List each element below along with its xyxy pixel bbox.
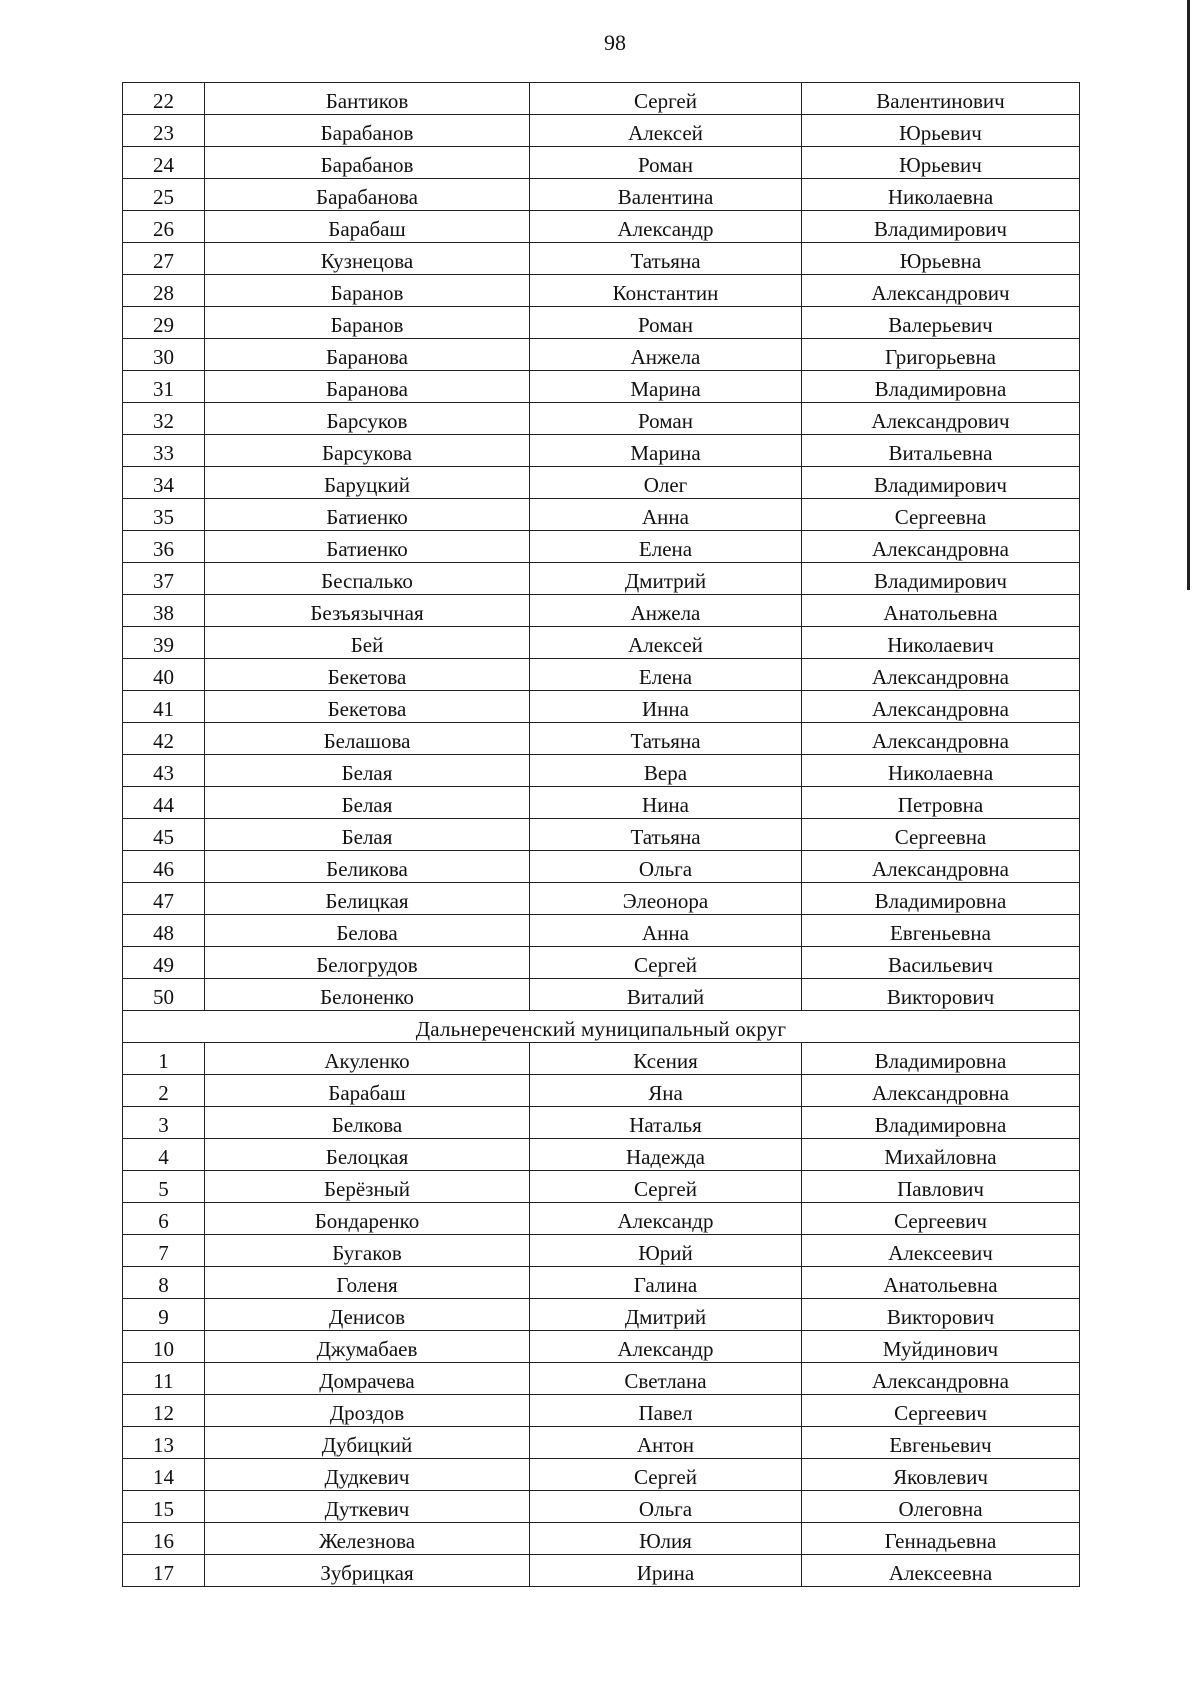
row-number-cell: 38 — [123, 595, 205, 627]
patronymic-cell: Владимирович — [802, 563, 1080, 595]
last-name-cell: Железнова — [205, 1523, 530, 1555]
first-name-cell: Сергей — [530, 947, 802, 979]
patronymic-cell: Александровна — [802, 723, 1080, 755]
row-number-cell: 47 — [123, 883, 205, 915]
first-name-cell: Анжела — [530, 595, 802, 627]
row-number-cell: 37 — [123, 563, 205, 595]
roster-table — [122, 82, 1080, 1587]
first-name-cell: Ольга — [530, 851, 802, 883]
row-number-cell: 30 — [123, 339, 205, 371]
table-row — [123, 1139, 1080, 1171]
patronymic-cell: Александровна — [802, 1363, 1080, 1395]
row-number-cell: 11 — [123, 1363, 205, 1395]
row-number-cell: 50 — [123, 979, 205, 1011]
table-row — [123, 1523, 1080, 1555]
last-name-cell: Голеня — [205, 1267, 530, 1299]
last-name-cell: Белоцкая — [205, 1139, 530, 1171]
first-name-cell: Елена — [530, 659, 802, 691]
row-number-cell: 5 — [123, 1171, 205, 1203]
patronymic-cell: Александровна — [802, 691, 1080, 723]
last-name-cell: Белицкая — [205, 883, 530, 915]
first-name-cell: Дмитрий — [530, 1299, 802, 1331]
patronymic-cell: Муйдинович — [802, 1331, 1080, 1363]
last-name-cell: Дубицкий — [205, 1427, 530, 1459]
first-name-cell: Александр — [530, 1331, 802, 1363]
row-number-cell: 49 — [123, 947, 205, 979]
last-name-cell: Белая — [205, 819, 530, 851]
first-name-cell: Ольга — [530, 1491, 802, 1523]
patronymic-cell: Анатольевна — [802, 1267, 1080, 1299]
first-name-cell: Роман — [530, 307, 802, 339]
table-row — [123, 1043, 1080, 1075]
last-name-cell: Белая — [205, 755, 530, 787]
first-name-cell: Роман — [530, 147, 802, 179]
last-name-cell: Бей — [205, 627, 530, 659]
last-name-cell: Безъязычная — [205, 595, 530, 627]
table-row — [123, 1299, 1080, 1331]
patronymic-cell: Васильевич — [802, 947, 1080, 979]
table-row — [123, 147, 1080, 179]
first-name-cell: Ирина — [530, 1555, 802, 1587]
first-name-cell: Татьяна — [530, 819, 802, 851]
table-row — [123, 563, 1080, 595]
first-name-cell: Константин — [530, 275, 802, 307]
table-row — [123, 947, 1080, 979]
first-name-cell: Надежда — [530, 1139, 802, 1171]
patronymic-cell: Владимирович — [802, 211, 1080, 243]
patronymic-cell: Юрьевна — [802, 243, 1080, 275]
page-number: 98 — [604, 30, 626, 55]
last-name-cell: Домрачева — [205, 1363, 530, 1395]
last-name-cell: Батиенко — [205, 499, 530, 531]
table-row — [123, 275, 1080, 307]
patronymic-cell: Петровна — [802, 787, 1080, 819]
patronymic-cell: Александровна — [802, 659, 1080, 691]
patronymic-cell: Николаевна — [802, 179, 1080, 211]
table-row — [123, 627, 1080, 659]
patronymic-cell: Анатольевна — [802, 595, 1080, 627]
last-name-cell: Барабанов — [205, 147, 530, 179]
patronymic-cell: Алексеевич — [802, 1235, 1080, 1267]
first-name-cell: Олег — [530, 467, 802, 499]
table-row — [123, 403, 1080, 435]
row-number-cell: 3 — [123, 1107, 205, 1139]
patronymic-cell: Николаевич — [802, 627, 1080, 659]
last-name-cell: Берёзный — [205, 1171, 530, 1203]
last-name-cell: Баранова — [205, 371, 530, 403]
first-name-cell: Алексей — [530, 115, 802, 147]
last-name-cell: Белоненко — [205, 979, 530, 1011]
table-row — [123, 1107, 1080, 1139]
row-number-cell: 9 — [123, 1299, 205, 1331]
table-row — [123, 659, 1080, 691]
table-row — [123, 211, 1080, 243]
table-row — [123, 83, 1080, 115]
patronymic-cell: Владимирович — [802, 467, 1080, 499]
patronymic-cell: Владимировна — [802, 1107, 1080, 1139]
row-number-cell: 45 — [123, 819, 205, 851]
patronymic-cell: Юрьевич — [802, 147, 1080, 179]
last-name-cell: Бекетова — [205, 691, 530, 723]
row-number-cell: 42 — [123, 723, 205, 755]
first-name-cell: Светлана — [530, 1363, 802, 1395]
table-row — [123, 1075, 1080, 1107]
patronymic-cell: Витальевна — [802, 435, 1080, 467]
table-row — [123, 755, 1080, 787]
row-number-cell: 48 — [123, 915, 205, 947]
row-number-cell: 40 — [123, 659, 205, 691]
row-number-cell: 39 — [123, 627, 205, 659]
section-header: Дальнереченский муниципальный округ — [123, 1011, 1080, 1043]
patronymic-cell: Сергеевич — [802, 1203, 1080, 1235]
row-number-cell: 33 — [123, 435, 205, 467]
first-name-cell: Антон — [530, 1427, 802, 1459]
section-header-row — [123, 1011, 1080, 1043]
table-row — [123, 531, 1080, 563]
table-row — [123, 371, 1080, 403]
patronymic-cell: Павлович — [802, 1171, 1080, 1203]
row-number-cell: 29 — [123, 307, 205, 339]
table-row — [123, 691, 1080, 723]
row-number-cell: 34 — [123, 467, 205, 499]
first-name-cell: Марина — [530, 435, 802, 467]
row-number-cell: 26 — [123, 211, 205, 243]
first-name-cell: Сергей — [530, 83, 802, 115]
table-row — [123, 435, 1080, 467]
patronymic-cell: Александровна — [802, 531, 1080, 563]
row-number-cell: 36 — [123, 531, 205, 563]
last-name-cell: Барабаш — [205, 211, 530, 243]
patronymic-cell: Михайловна — [802, 1139, 1080, 1171]
first-name-cell: Вера — [530, 755, 802, 787]
row-number-cell: 43 — [123, 755, 205, 787]
row-number-cell: 35 — [123, 499, 205, 531]
first-name-cell: Анжела — [530, 339, 802, 371]
first-name-cell: Александр — [530, 211, 802, 243]
first-name-cell: Александр — [530, 1203, 802, 1235]
first-name-cell: Ксения — [530, 1043, 802, 1075]
patronymic-cell: Викторович — [802, 1299, 1080, 1331]
last-name-cell: Дуткевич — [205, 1491, 530, 1523]
table-row — [123, 1427, 1080, 1459]
last-name-cell: Бугаков — [205, 1235, 530, 1267]
patronymic-cell: Евгеньевич — [802, 1427, 1080, 1459]
table-row — [123, 467, 1080, 499]
patronymic-cell: Юрьевич — [802, 115, 1080, 147]
row-number-cell: 1 — [123, 1043, 205, 1075]
last-name-cell: Баранов — [205, 275, 530, 307]
last-name-cell: Белашова — [205, 723, 530, 755]
table-row — [123, 1555, 1080, 1587]
table-row — [123, 1331, 1080, 1363]
last-name-cell: Бекетова — [205, 659, 530, 691]
scan-edge-line — [1187, 0, 1190, 590]
row-number-cell: 24 — [123, 147, 205, 179]
row-number-cell: 16 — [123, 1523, 205, 1555]
table-row — [123, 915, 1080, 947]
table-row — [123, 339, 1080, 371]
row-number-cell: 13 — [123, 1427, 205, 1459]
first-name-cell: Марина — [530, 371, 802, 403]
first-name-cell: Яна — [530, 1075, 802, 1107]
last-name-cell: Баранов — [205, 307, 530, 339]
row-number-cell: 32 — [123, 403, 205, 435]
patronymic-cell: Сергеевна — [802, 819, 1080, 851]
last-name-cell: Акуленко — [205, 1043, 530, 1075]
patronymic-cell: Викторович — [802, 979, 1080, 1011]
table-row — [123, 1171, 1080, 1203]
patronymic-cell: Владимировна — [802, 1043, 1080, 1075]
patronymic-cell: Сергеевна — [802, 499, 1080, 531]
table-row — [123, 723, 1080, 755]
table-row — [123, 1459, 1080, 1491]
table-row — [123, 883, 1080, 915]
last-name-cell: Белкова — [205, 1107, 530, 1139]
table-row — [123, 851, 1080, 883]
table-row — [123, 1235, 1080, 1267]
table-row — [123, 115, 1080, 147]
first-name-cell: Павел — [530, 1395, 802, 1427]
row-number-cell: 46 — [123, 851, 205, 883]
table-row — [123, 243, 1080, 275]
row-number-cell: 44 — [123, 787, 205, 819]
row-number-cell: 6 — [123, 1203, 205, 1235]
row-number-cell: 17 — [123, 1555, 205, 1587]
last-name-cell: Баранова — [205, 339, 530, 371]
first-name-cell: Татьяна — [530, 723, 802, 755]
last-name-cell: Барабанова — [205, 179, 530, 211]
table-row — [123, 1203, 1080, 1235]
table-row — [123, 1267, 1080, 1299]
first-name-cell: Наталья — [530, 1107, 802, 1139]
patronymic-cell: Александрович — [802, 403, 1080, 435]
patronymic-cell: Владимировна — [802, 371, 1080, 403]
row-number-cell: 31 — [123, 371, 205, 403]
patronymic-cell: Александрович — [802, 275, 1080, 307]
row-number-cell: 41 — [123, 691, 205, 723]
patronymic-cell: Валентинович — [802, 83, 1080, 115]
last-name-cell: Кузнецова — [205, 243, 530, 275]
first-name-cell: Елена — [530, 531, 802, 563]
patronymic-cell: Геннадьевна — [802, 1523, 1080, 1555]
row-number-cell: 12 — [123, 1395, 205, 1427]
table-row — [123, 1363, 1080, 1395]
patronymic-cell: Владимировна — [802, 883, 1080, 915]
first-name-cell: Валентина — [530, 179, 802, 211]
last-name-cell: Бантиков — [205, 83, 530, 115]
patronymic-cell: Алексеевна — [802, 1555, 1080, 1587]
roster-table-body — [123, 83, 1080, 1587]
row-number-cell: 14 — [123, 1459, 205, 1491]
patronymic-cell: Григорьевна — [802, 339, 1080, 371]
last-name-cell: Батиенко — [205, 531, 530, 563]
first-name-cell: Анна — [530, 499, 802, 531]
last-name-cell: Барсукова — [205, 435, 530, 467]
first-name-cell: Сергей — [530, 1459, 802, 1491]
last-name-cell: Дроздов — [205, 1395, 530, 1427]
row-number-cell: 27 — [123, 243, 205, 275]
patronymic-cell: Яковлевич — [802, 1459, 1080, 1491]
patronymic-cell: Евгеньевна — [802, 915, 1080, 947]
first-name-cell: Дмитрий — [530, 563, 802, 595]
patronymic-cell: Александровна — [802, 851, 1080, 883]
first-name-cell: Инна — [530, 691, 802, 723]
last-name-cell: Дудкевич — [205, 1459, 530, 1491]
first-name-cell: Татьяна — [530, 243, 802, 275]
row-number-cell: 4 — [123, 1139, 205, 1171]
table-row — [123, 499, 1080, 531]
first-name-cell: Юрий — [530, 1235, 802, 1267]
first-name-cell: Сергей — [530, 1171, 802, 1203]
row-number-cell: 15 — [123, 1491, 205, 1523]
row-number-cell: 10 — [123, 1331, 205, 1363]
last-name-cell: Зубрицкая — [205, 1555, 530, 1587]
patronymic-cell: Сергеевич — [802, 1395, 1080, 1427]
first-name-cell: Анна — [530, 915, 802, 947]
first-name-cell: Роман — [530, 403, 802, 435]
last-name-cell: Барсуков — [205, 403, 530, 435]
table-row — [123, 595, 1080, 627]
last-name-cell: Беспалько — [205, 563, 530, 595]
row-number-cell: 22 — [123, 83, 205, 115]
first-name-cell: Юлия — [530, 1523, 802, 1555]
last-name-cell: Белова — [205, 915, 530, 947]
last-name-cell: Баруцкий — [205, 467, 530, 499]
row-number-cell: 2 — [123, 1075, 205, 1107]
patronymic-cell: Александровна — [802, 1075, 1080, 1107]
table-row — [123, 1491, 1080, 1523]
last-name-cell: Белогрудов — [205, 947, 530, 979]
last-name-cell: Джумабаев — [205, 1331, 530, 1363]
first-name-cell: Нина — [530, 787, 802, 819]
first-name-cell: Галина — [530, 1267, 802, 1299]
patronymic-cell: Олеговна — [802, 1491, 1080, 1523]
row-number-cell: 25 — [123, 179, 205, 211]
first-name-cell: Элеонора — [530, 883, 802, 915]
first-name-cell: Алексей — [530, 627, 802, 659]
first-name-cell: Виталий — [530, 979, 802, 1011]
table-row — [123, 979, 1080, 1011]
last-name-cell: Барабаш — [205, 1075, 530, 1107]
row-number-cell: 23 — [123, 115, 205, 147]
table-row — [123, 787, 1080, 819]
last-name-cell: Беликова — [205, 851, 530, 883]
last-name-cell: Белая — [205, 787, 530, 819]
row-number-cell: 8 — [123, 1267, 205, 1299]
table-row — [123, 179, 1080, 211]
last-name-cell: Барабанов — [205, 115, 530, 147]
row-number-cell: 28 — [123, 275, 205, 307]
patronymic-cell: Николаевна — [802, 755, 1080, 787]
row-number-cell: 7 — [123, 1235, 205, 1267]
table-row — [123, 819, 1080, 851]
last-name-cell: Денисов — [205, 1299, 530, 1331]
patronymic-cell: Валерьевич — [802, 307, 1080, 339]
table-row — [123, 307, 1080, 339]
table-row — [123, 1395, 1080, 1427]
last-name-cell: Бондаренко — [205, 1203, 530, 1235]
